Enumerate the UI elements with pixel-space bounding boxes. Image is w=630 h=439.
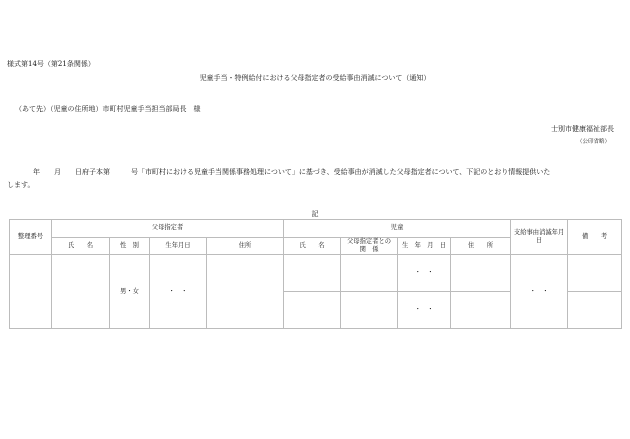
cell-child-relation [341, 292, 398, 329]
cell-child-name [284, 292, 341, 329]
cell-child-relation [341, 255, 398, 292]
cell-child-name [284, 255, 341, 292]
cell-biko [568, 255, 622, 292]
body-text-line-1: 年 月 日府子本第 号「市町村における児童手当関係事務処理について」に基づき、受給事由が消滅した父母指定者について、下記のとおり情報提供いた [33, 168, 551, 176]
header-child-relation: 父母指定者との 関 係 [341, 238, 398, 255]
header-group-parent: 父母指定者 [52, 220, 284, 238]
cell-child-dob: ・ ・ [398, 255, 451, 292]
cell-parent-dob: ・ ・ [150, 255, 207, 329]
header-parent-sex: 性 別 [110, 238, 150, 255]
header-child-address: 住 所 [451, 238, 511, 255]
cell-seiri [10, 255, 52, 329]
header-child-dob: 生 年 月 日 [398, 238, 451, 255]
header-parent-name: 氏 名 [52, 238, 110, 255]
header-parent-dob: 生年月日 [150, 238, 207, 255]
header-biko: 備 考 [568, 220, 622, 255]
header-group-child: 児童 [284, 220, 511, 238]
cell-child-address [451, 255, 511, 292]
cell-parent-name [52, 255, 110, 329]
info-table [9, 219, 622, 329]
header-parent-address: 住所 [207, 238, 284, 255]
recipient-line: （あて先）（児童の住所地）市町村児童手当担当部局長 様 [15, 105, 201, 113]
cell-biko [568, 292, 622, 329]
body-text-line-2: します。 [7, 181, 35, 189]
cell-parent-sex: 男・女 [110, 255, 150, 329]
header-seiri-bangou: 整理番号 [10, 220, 52, 255]
header-shikyu-shometsu: 支給事由消滅年月日 [511, 220, 568, 255]
form-number: 様式第14号（第21条関係） [7, 60, 95, 68]
header-child-name: 氏 名 [284, 238, 341, 255]
sender-line: 士別市健康福祉部長 [551, 125, 614, 133]
cell-child-dob: ・ ・ [398, 292, 451, 329]
cell-shikyu: ・ ・ [511, 255, 568, 329]
seal-note: （公印省略） [576, 139, 610, 145]
cell-parent-address [207, 255, 284, 329]
ki-heading: 記 [311, 210, 319, 218]
document-title: 児童手当・特例給付における父母指定者の受給事由消滅について（通知） [199, 74, 431, 82]
cell-child-address [451, 292, 511, 329]
